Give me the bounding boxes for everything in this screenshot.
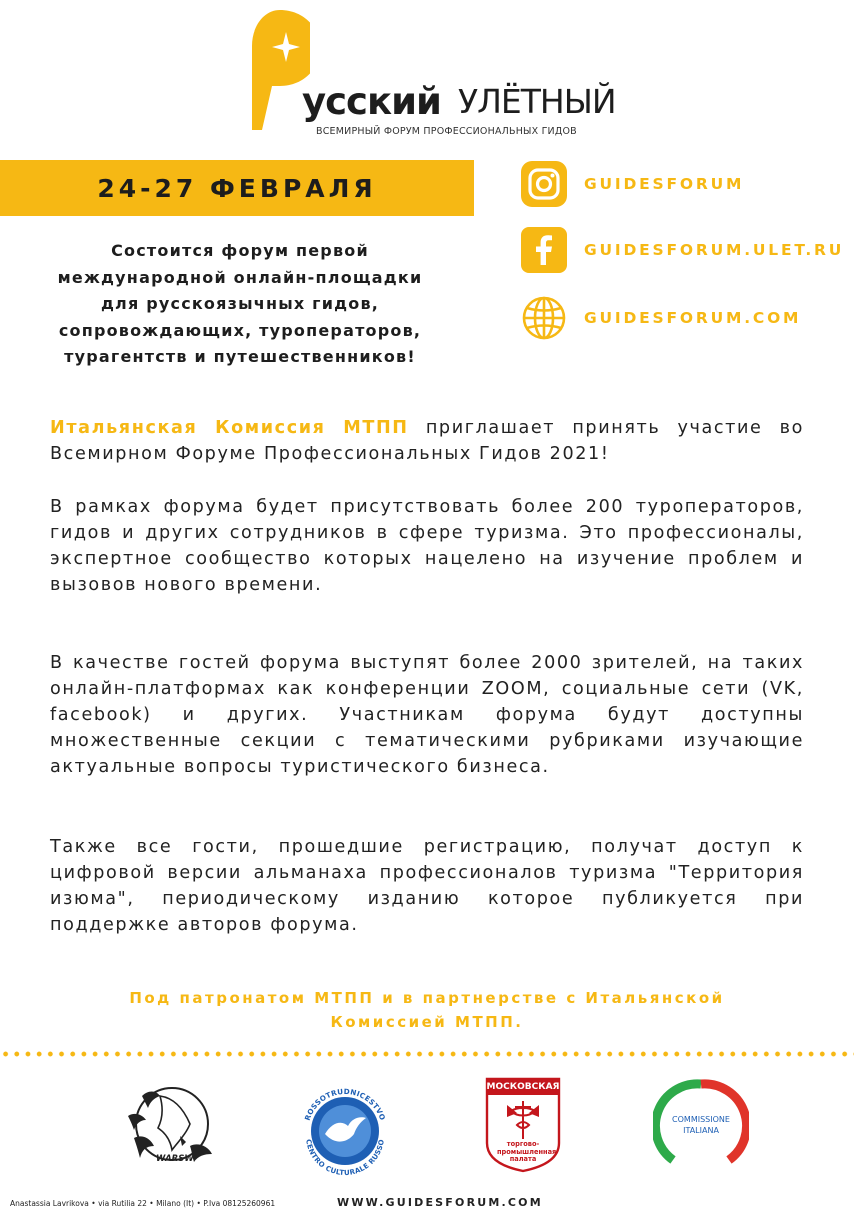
commissione-line1: COMMISSIONE	[672, 1115, 730, 1124]
partner-logo-rossotrudnicestvo	[290, 1076, 400, 1190]
partner-logo-moscow-chamber	[485, 1077, 561, 1177]
commissione-line2: ITALIANA	[683, 1126, 719, 1135]
logo-p-mark	[250, 6, 310, 136]
patronage-text: Под патронатом МТПП и в партнерстве с Итальянской Комиссией МТПП.	[129, 989, 725, 1031]
paragraph-almanac: Также все гости, прошедшие регистрацию, получат доступ к цифровой версии альманаха профессионалов туризма "Территория изюма", периодическому изданию которое публикуется при поддержке авторов форума.	[50, 837, 804, 935]
logo-word-thin: УЛЁТНЫЙ	[458, 82, 616, 121]
footer-website[interactable]: WWW.GUIDESFORUM.COM	[337, 1196, 543, 1209]
partner-logo-warsw	[120, 1076, 216, 1176]
partner-logo-commissione-italiana	[653, 1078, 749, 1178]
paragraph-guests: В качестве гостей форума выступят более 2000 зрителей, на таких онлайн-платформах как конференции ZOOM, социальные сети (VK, facebook) и других. Участникам форума будут доступны множественные секции с тематическими рубриками изучающие актуальные вопросы туристического бизнеса.	[50, 653, 804, 777]
event-dates: 24-27 ФЕВРАЛЯ	[97, 173, 377, 203]
instagram-icon	[521, 161, 567, 207]
date-banner	[0, 160, 474, 216]
globe-icon	[521, 295, 567, 341]
dotted-divider	[0, 1050, 854, 1058]
contact-instagram[interactable]	[521, 161, 841, 207]
contact-website[interactable]	[521, 295, 841, 341]
logo-subtitle: ВСЕМИРНЫЙ ФОРУМ ПРОФЕССИОНАЛЬНЫХ ГИДОВ	[316, 126, 577, 137]
instagram-handle: GUIDESFORUM	[584, 175, 745, 193]
warsw-label: WARSW	[156, 1154, 194, 1164]
footer-address: Anastassia Lavrikova • via Rutilia 22 • Milano (It) • P.Iva 08125260961	[10, 1199, 276, 1208]
invitation-text: приглашает принять участие во Всемирном Форуме Профессиональных Гидов 2021!	[50, 418, 804, 464]
intro-text: Состоится форум первой международной онлайн-площадки для русскоязычных гидов, сопровождающих, туроператоров, турагентств и путешественников!	[57, 241, 423, 366]
rosso-bottom-text: CENTRO CULTURALE RUSSO	[304, 1138, 386, 1178]
contact-facebook[interactable]	[521, 227, 845, 273]
commission-highlight: Итальянская Комиссия МТПП	[50, 418, 409, 438]
moscow-bottom-label: торгово-промышленная палата	[497, 1140, 557, 1163]
facebook-icon	[521, 227, 567, 273]
facebook-url: GUIDESFORUM.ULET.RU	[584, 241, 845, 259]
logo-word-bold: усский	[302, 80, 441, 123]
paragraph-invitation	[50, 415, 804, 467]
rossotrudnicestvo-icon	[290, 1076, 400, 1186]
website-url: GUIDESFORUM.COM	[584, 309, 802, 327]
paragraph-participants: В рамках форума будет присутствовать более 200 туроператоров, гидов и других сотрудников в сфере туризма. Это профессионалы, экспертное сообщество которых нацелено на изучение проблем и вызовов нового времени.	[50, 497, 804, 595]
rosso-top-text: ROSSOTRUDNICESTVO	[302, 1086, 388, 1122]
forum-logo	[250, 6, 630, 136]
moscow-top-label: МОСКОВСКАЯ	[486, 1082, 560, 1092]
